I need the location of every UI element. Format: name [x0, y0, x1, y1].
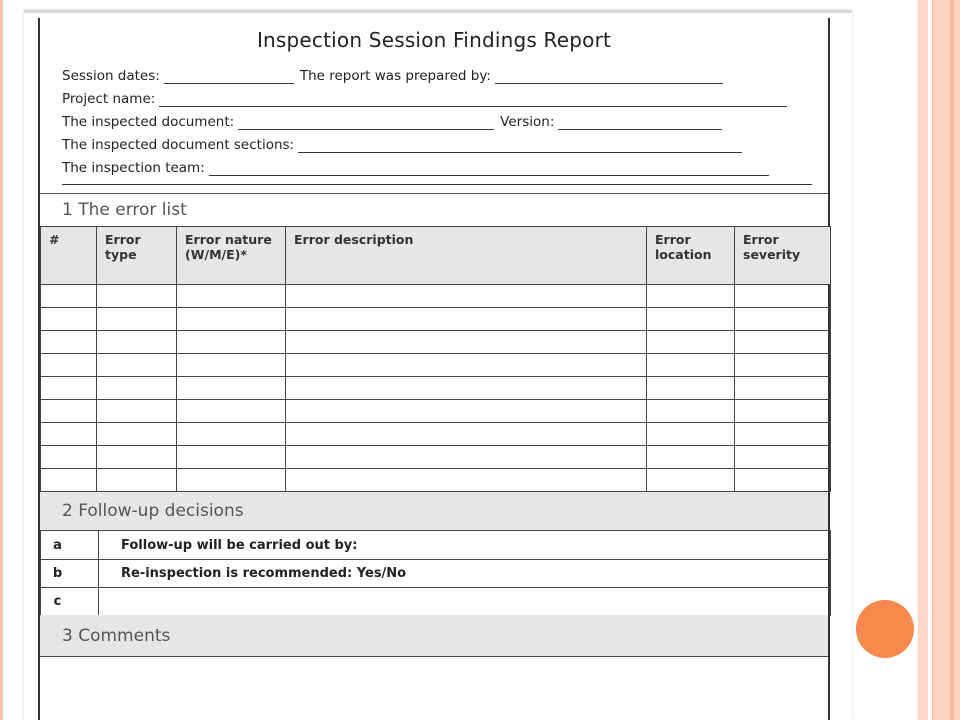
document-image	[24, 10, 852, 720]
error-list-row	[41, 331, 831, 354]
follow-up-row	[41, 531, 831, 560]
error-list-row	[41, 285, 831, 308]
error-list-cell[interactable]	[177, 285, 286, 308]
error-list-cell[interactable]	[97, 285, 177, 308]
follow-up-letter: a	[41, 531, 99, 560]
error-list-cell[interactable]	[97, 354, 177, 377]
follow-up-letter: c	[41, 588, 99, 616]
error-list-cell[interactable]	[647, 308, 735, 331]
inspected-document-blank[interactable]	[238, 115, 494, 130]
inspected-document-label: The inspected document:	[62, 114, 235, 130]
header-underline	[62, 184, 812, 185]
error-list-cell[interactable]	[97, 331, 177, 354]
comments-heading: 3 Comments	[40, 615, 828, 657]
col-error-severity-header: Error severity	[735, 227, 831, 285]
col-error-location-header: Error location	[647, 227, 735, 285]
error-list-cell[interactable]	[97, 377, 177, 400]
comments-area[interactable]	[40, 658, 828, 720]
follow-up-row	[41, 560, 831, 588]
prepared-by-label: The report was prepared by:	[299, 68, 491, 84]
error-list-cell[interactable]	[41, 308, 97, 331]
col-error-description-header: Error description	[286, 227, 647, 285]
field-row-sections	[62, 133, 748, 153]
error-list-cell[interactable]	[286, 285, 647, 308]
error-list-cell[interactable]	[177, 423, 286, 446]
col-number-header: #	[41, 227, 97, 285]
col-error-nature-header: Error nature (W/M/E)*	[177, 227, 286, 285]
inspection-team-label: The inspection team:	[62, 160, 205, 176]
error-list-row	[41, 469, 831, 492]
error-list-cell[interactable]	[97, 308, 177, 331]
error-list-cell[interactable]	[286, 308, 647, 331]
inspected-sections-blank[interactable]	[298, 138, 742, 153]
error-list-cell[interactable]	[735, 285, 831, 308]
error-list-row	[41, 354, 831, 377]
follow-up-row	[41, 588, 831, 616]
error-list-cell[interactable]	[41, 354, 97, 377]
follow-up-text[interactable]	[99, 588, 831, 616]
error-list-cell[interactable]	[647, 469, 735, 492]
error-list-cell[interactable]	[41, 377, 97, 400]
error-list-cell[interactable]	[177, 331, 286, 354]
error-list-cell[interactable]	[286, 377, 647, 400]
error-list-cell[interactable]	[41, 469, 97, 492]
findings-report-form	[38, 18, 830, 720]
error-list-cell[interactable]	[647, 354, 735, 377]
orange-circle-icon	[856, 600, 914, 658]
error-list-cell[interactable]	[735, 308, 831, 331]
error-list-cell[interactable]	[97, 423, 177, 446]
project-name-blank[interactable]	[159, 92, 787, 107]
prepared-by-blank[interactable]	[495, 69, 723, 84]
error-list-cell[interactable]	[286, 400, 647, 423]
error-list-cell[interactable]	[177, 377, 286, 400]
form-title: Inspection Session Findings Report	[256, 28, 612, 52]
decorative-stripe	[918, 0, 928, 720]
field-row-team	[62, 156, 775, 176]
error-list-cell[interactable]	[286, 331, 647, 354]
error-list-cell[interactable]	[177, 469, 286, 492]
error-list-cell[interactable]	[735, 331, 831, 354]
error-list-cell[interactable]	[97, 400, 177, 423]
error-list-row	[41, 423, 831, 446]
error-list-cell[interactable]	[177, 308, 286, 331]
error-list-cell[interactable]	[97, 469, 177, 492]
error-list-cell[interactable]	[735, 423, 831, 446]
error-list-cell[interactable]	[97, 446, 177, 469]
error-list-cell[interactable]	[41, 331, 97, 354]
error-list-cell[interactable]	[286, 354, 647, 377]
error-list-cell[interactable]	[177, 446, 286, 469]
error-list-cell[interactable]	[286, 446, 647, 469]
error-list-cell[interactable]	[286, 423, 647, 446]
version-blank[interactable]	[558, 115, 722, 130]
error-list-cell[interactable]	[647, 331, 735, 354]
field-row-document	[62, 110, 728, 130]
error-list-cell[interactable]	[735, 469, 831, 492]
follow-up-text[interactable]: Re-inspection is recommended: Yes/No	[99, 560, 831, 588]
error-list-cell[interactable]	[41, 400, 97, 423]
decorative-stripe	[932, 0, 960, 720]
project-name-label: Project name:	[62, 91, 156, 107]
error-list-heading: 1 The error list	[62, 200, 187, 220]
session-dates-label: Session dates:	[62, 68, 160, 84]
inspection-team-blank[interactable]	[209, 161, 769, 176]
follow-up-heading: 2 Follow-up decisions	[40, 492, 828, 530]
error-list-cell[interactable]	[647, 423, 735, 446]
error-list-cell[interactable]	[647, 400, 735, 423]
follow-up-text[interactable]: Follow-up will be carried out by:	[99, 531, 831, 560]
error-list-header-row	[41, 227, 831, 285]
error-list-cell[interactable]	[177, 354, 286, 377]
error-list-cell[interactable]	[735, 354, 831, 377]
follow-up-table	[40, 530, 831, 616]
error-list-row	[41, 377, 831, 400]
field-row-session	[62, 64, 729, 84]
error-list-cell[interactable]	[647, 446, 735, 469]
error-list-table	[40, 226, 831, 492]
error-list-row	[41, 400, 831, 423]
error-list-cell[interactable]	[41, 446, 97, 469]
field-row-project	[62, 87, 793, 107]
error-list-cell[interactable]	[735, 446, 831, 469]
slide-left-border	[0, 0, 3, 720]
error-list-cell[interactable]	[177, 400, 286, 423]
error-list-cell[interactable]	[735, 377, 831, 400]
error-list-cell[interactable]	[647, 285, 735, 308]
document-top-edge	[24, 10, 852, 13]
decorative-stripe	[950, 0, 954, 720]
error-list-row	[41, 308, 831, 331]
col-error-type-header: Error type	[97, 227, 177, 285]
error-list-cell[interactable]	[647, 377, 735, 400]
error-list-cell[interactable]	[286, 469, 647, 492]
version-label: Version:	[500, 114, 555, 130]
follow-up-letter: b	[41, 560, 99, 588]
error-list-cell[interactable]	[41, 423, 97, 446]
error-list-row	[41, 446, 831, 469]
error-list-cell[interactable]	[41, 285, 97, 308]
session-dates-blank[interactable]	[164, 69, 294, 84]
error-list-cell[interactable]	[735, 400, 831, 423]
inspected-sections-label: The inspected document sections:	[62, 137, 295, 153]
